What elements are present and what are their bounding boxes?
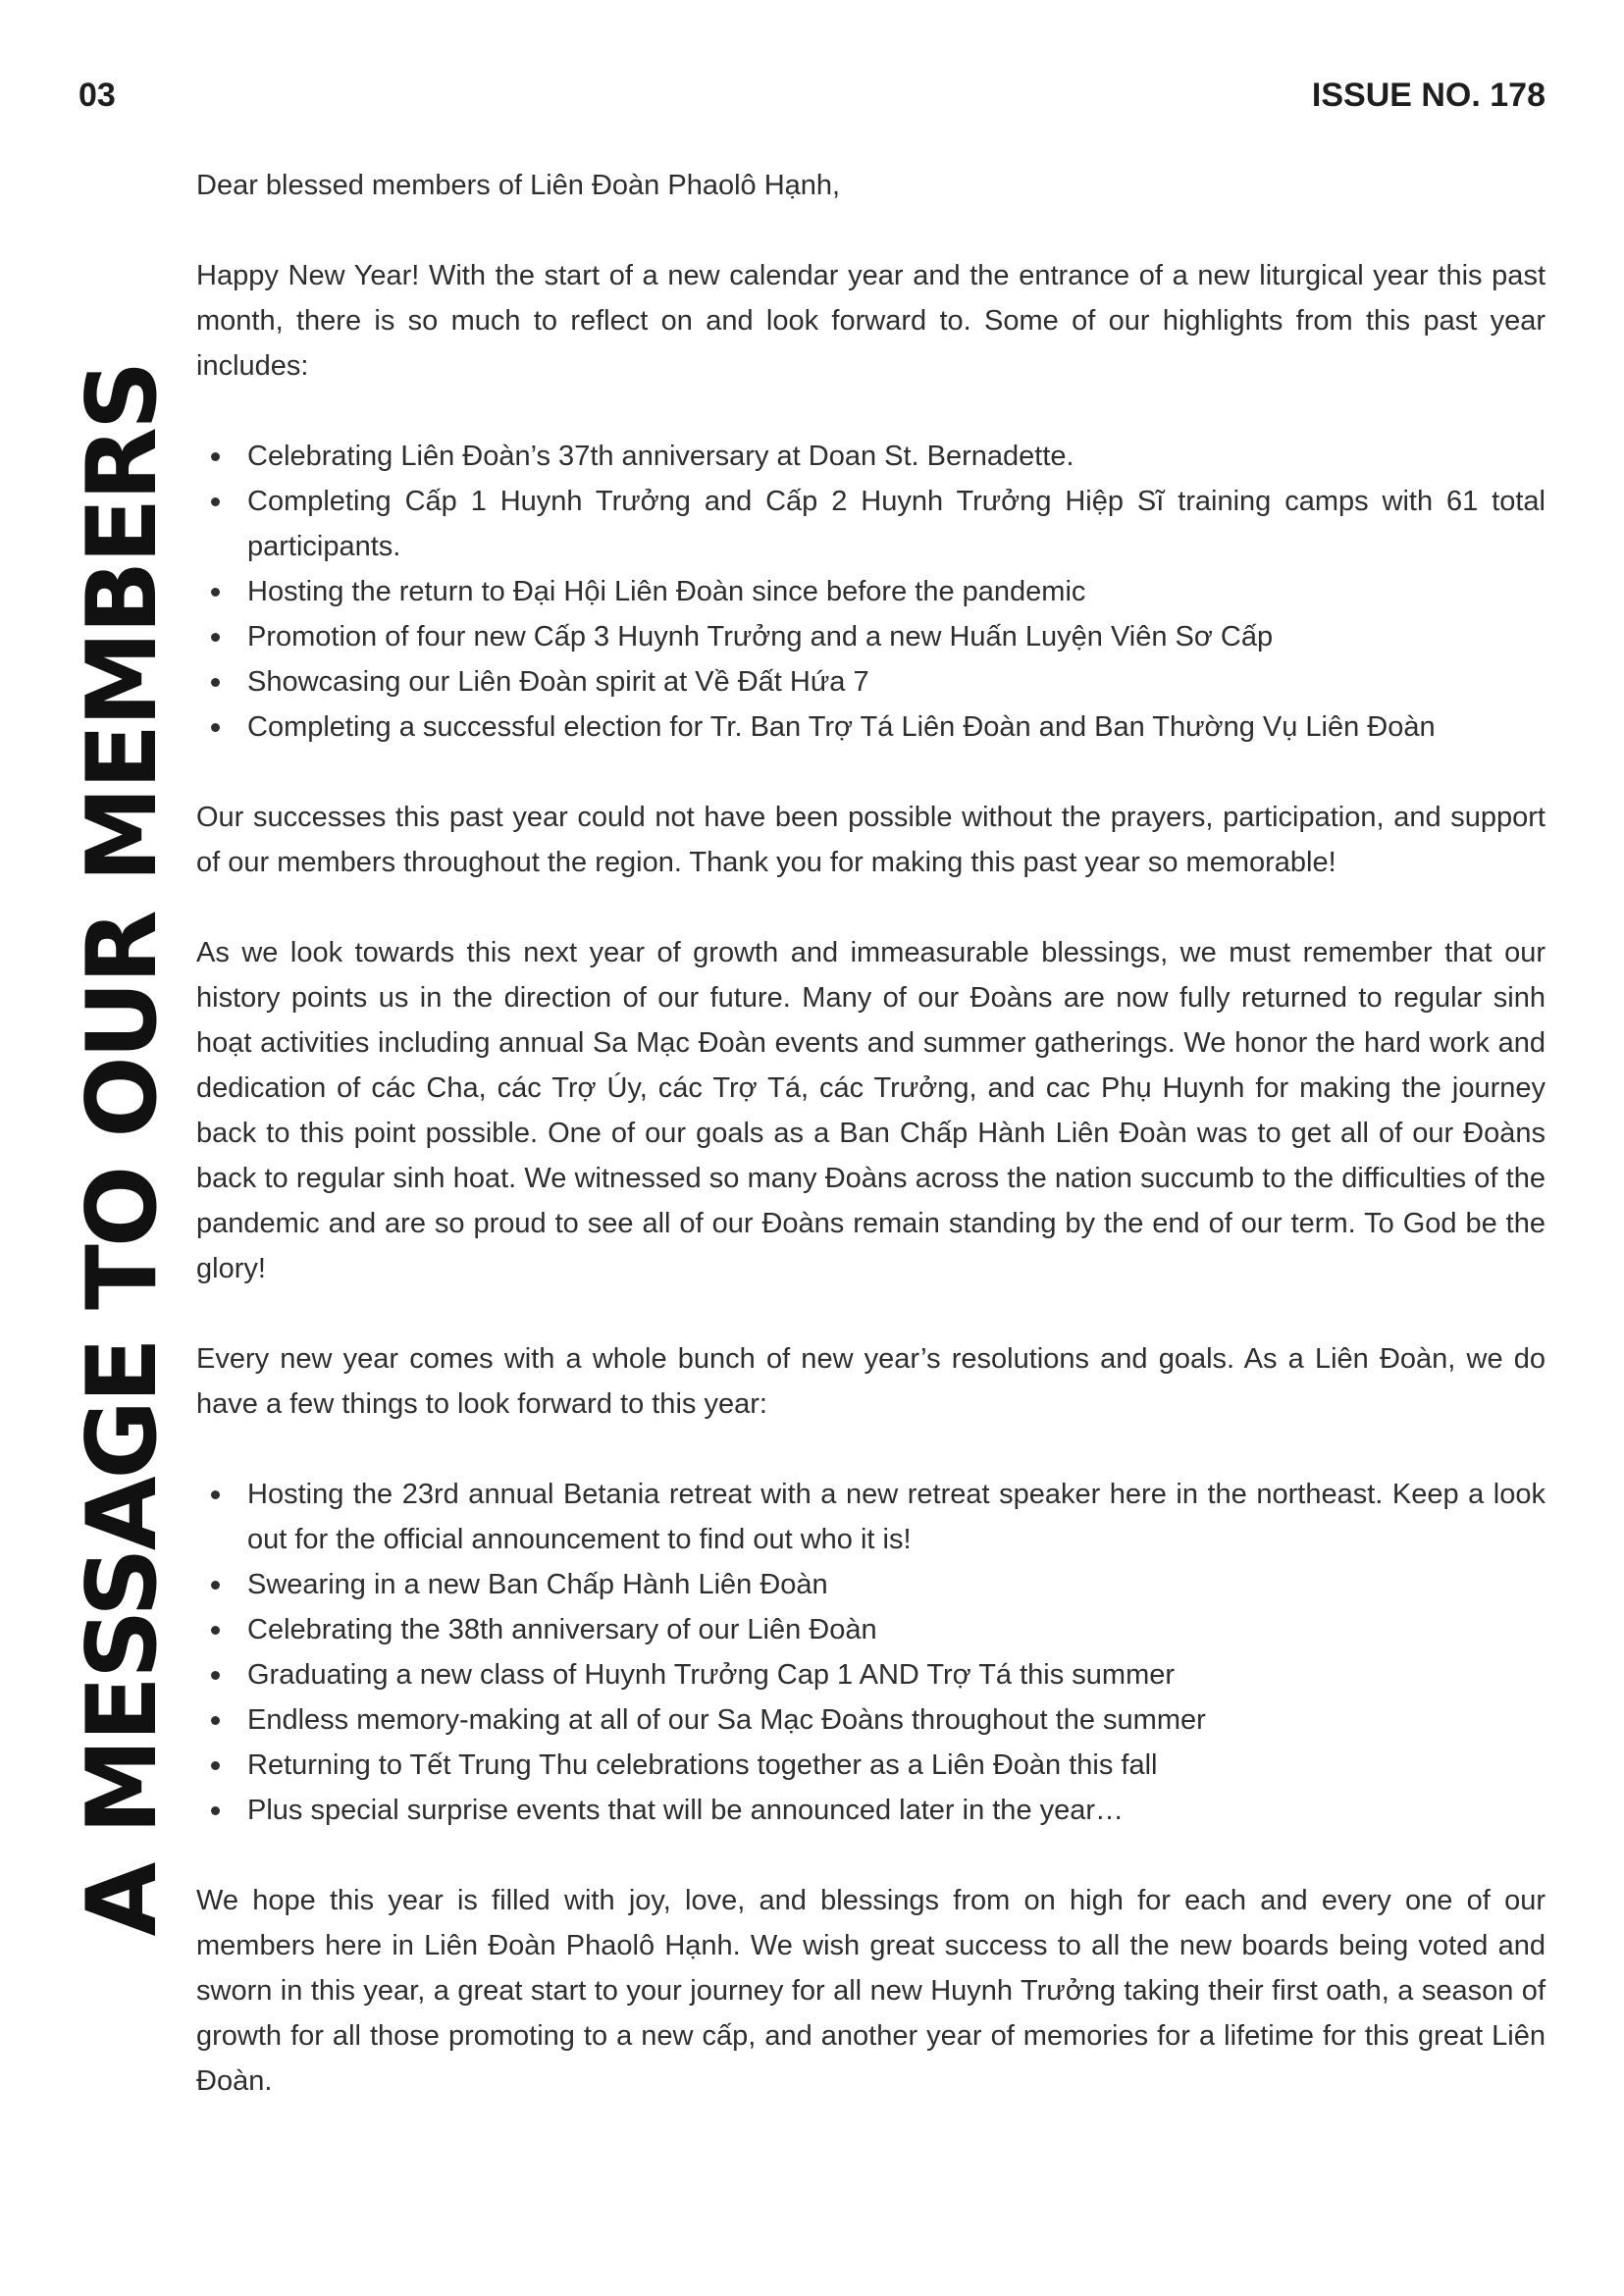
side-title-container bbox=[67, 363, 179, 1937]
list-item: Endless memory-making at all of our Sa Mạc Đoàns throughout the summer bbox=[247, 1697, 1545, 1743]
highlights-list bbox=[196, 434, 1545, 750]
bullet-icon bbox=[211, 633, 220, 642]
list-item: Celebrating Liên Đoàn’s 37th anniversary at Doan St. Bernadette. bbox=[247, 434, 1545, 479]
resolutions-intro-paragraph: Every new year comes with a whole bunch of new year’s resolutions and goals. As a Liên Đoàn, we do have a few things to look forward to this year: bbox=[196, 1343, 1545, 1420]
bullet-icon bbox=[211, 1806, 220, 1815]
page-number: 03 bbox=[79, 77, 116, 114]
bullet-icon bbox=[211, 588, 220, 597]
list-item: Completing Cấp 1 Huynh Trưởng and Cấp 2 Huynh Trưởng Hiệp Sĩ training camps with 61 total participants. bbox=[247, 479, 1545, 569]
list-item: Plus special surprise events that will be announced later in the year… bbox=[247, 1788, 1545, 1833]
list-item: Graduating a new class of Huynh Trưởng Cap 1 AND Trợ Tá this summer bbox=[247, 1652, 1545, 1697]
issue-number: ISSUE NO. 178 bbox=[1311, 77, 1545, 114]
bullet-icon bbox=[211, 497, 220, 506]
thanks-paragraph: Our successes this past year could not have been possible without the prayers, participation, and support of our members throughout the region. Thank you for making this past year so memorable! bbox=[196, 802, 1545, 878]
bullet-icon bbox=[211, 1581, 220, 1590]
list-item: Celebrating the 38th anniversary of our Liên Đoàn bbox=[247, 1607, 1545, 1652]
list-item: Hosting the return to Đại Hội Liên Đoàn since before the pandemic bbox=[247, 569, 1545, 614]
list-item: Hosting the 23rd annual Betania retreat with a new retreat speaker here in the northeast. Keep a look out for the official announcement to find out who it is! bbox=[247, 1472, 1545, 1562]
list-item: Promotion of four new Cấp 3 Huynh Trưởng and a new Huấn Luyện Viên Sơ Cấp bbox=[247, 614, 1545, 659]
bullet-icon bbox=[211, 1761, 220, 1770]
list-item: Showcasing our Liên Đoàn spirit at Về Đất Hứa 7 bbox=[247, 659, 1545, 704]
bullet-icon bbox=[211, 1671, 220, 1680]
bullet-icon bbox=[211, 1626, 220, 1635]
intro-paragraph: Happy New Year! With the start of a new calendar year and the entrance of a new liturgical year this past month, there is so much to reflect on and look forward to. Some of our highlights from this past year includes: bbox=[196, 260, 1545, 382]
history-paragraph: As we look towards this next year of growth and immeasurable blessings, we must remember that our history points us in the direction of our future. Many of our Đoàns are now fully returned to regular sinh hoạt activities including annual Sa Mạc Đoàn events and summer gatherings. We honor the hard work and dedication of các Cha, các Trợ Úy, các Trợ Tá, các Trưởng, and cac Phụ Huynh for making the journey back to this point possible. One of our goals as a Ban Chấp Hành Liên Đoàn was to get all of our Đoàns back to regular sinh hoat. We witnessed so many Đoàns across the nation succumb to the difficulties of the pandemic and are so proud to see all of our Đoàns remain standing by the end of our term. To God be the glory! bbox=[196, 937, 1545, 1284]
bullet-icon bbox=[211, 1716, 220, 1725]
letter-body bbox=[196, 163, 1545, 2149]
bullet-icon bbox=[211, 1490, 220, 1499]
list-item: Completing a successful election for Tr. Ban Trợ Tá Liên Đoàn and Ban Thường Vụ Liên Đoàn bbox=[247, 704, 1545, 750]
side-title: A MESSAGE TO OUR MEMBERS bbox=[67, 363, 179, 1937]
bullet-icon bbox=[211, 723, 220, 732]
bullet-icon bbox=[211, 452, 220, 461]
list-item: Returning to Tết Trung Thu celebrations together as a Liên Đoàn this fall bbox=[247, 1743, 1545, 1788]
closing-paragraph: We hope this year is filled with joy, love, and blessings from on high for each and every one of our members here in Liên Đoàn Phaolô Hạnh. We wish great success to all the new boards being voted and sworn in this year, a great start to your journey for all new Huynh Trưởng taking their first oath, a season of growth for all those promoting to a new cấp, and another year of memories for a lifetime for this great Liên Đoàn. bbox=[196, 1885, 1545, 2097]
greeting: Dear blessed members of Liên Đoàn Phaolô Hạnh, bbox=[196, 170, 841, 201]
bullet-icon bbox=[211, 678, 220, 687]
plans-list bbox=[196, 1472, 1545, 1833]
list-item: Swearing in a new Ban Chấp Hành Liên Đoàn bbox=[247, 1562, 1545, 1607]
